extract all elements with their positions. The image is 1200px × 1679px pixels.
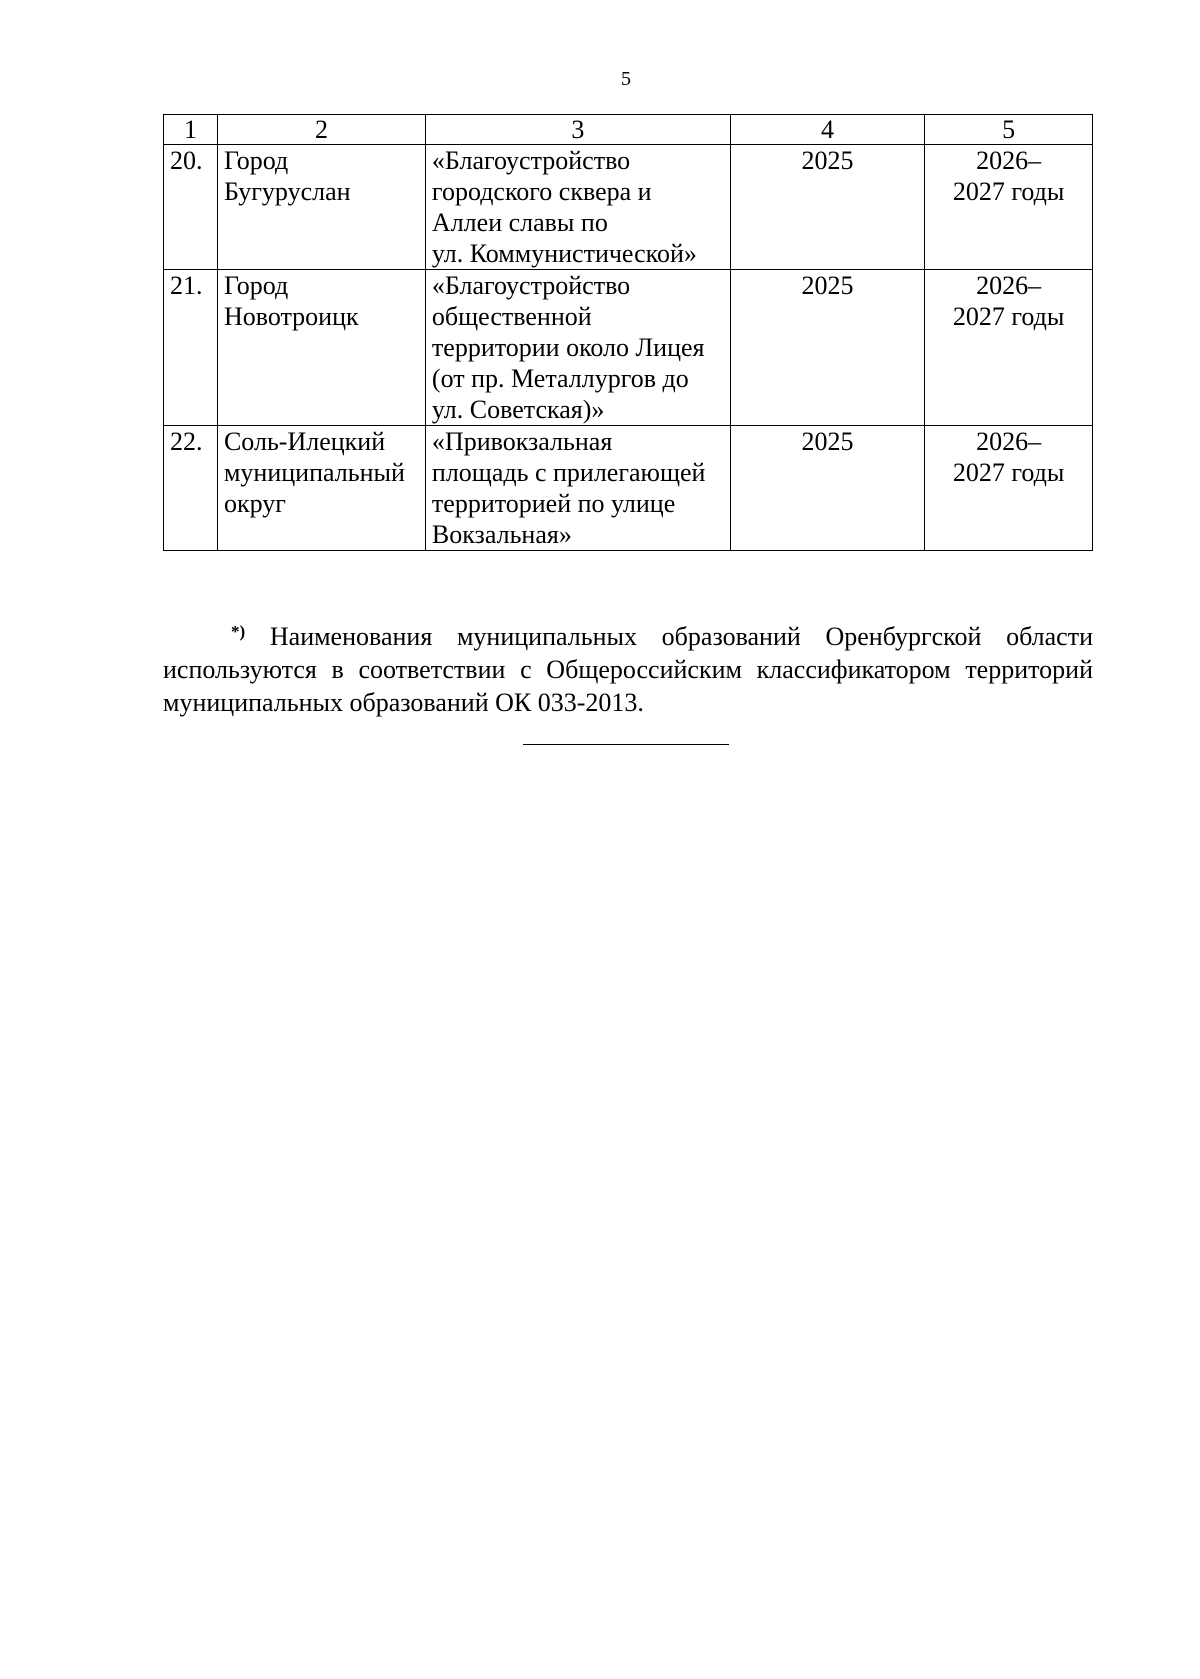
footnote-marker: *) [231, 622, 246, 641]
project-line: «Благоустройство [431, 146, 631, 175]
row-number: 21. [164, 270, 218, 426]
project-line: ул. Советская)» [431, 395, 605, 424]
period-line: 2026– [976, 146, 1042, 175]
period-cell [925, 145, 1093, 270]
period-line: 2026– [976, 427, 1042, 456]
footnote [163, 615, 1093, 719]
column-header: 2 [217, 115, 425, 145]
table-row [164, 426, 1093, 551]
projects-table [163, 114, 1093, 551]
project-cell [425, 145, 730, 270]
municipality-line: Бугуруслан [223, 177, 351, 206]
municipality-line: Новотроицк [223, 302, 359, 331]
municipality-cell [217, 426, 425, 551]
page-number: 5 [621, 68, 631, 90]
year-cell: 2025 [730, 145, 925, 270]
project-line: городского сквера и [431, 177, 652, 206]
row-number: 22. [164, 426, 218, 551]
column-header: 4 [730, 115, 925, 145]
municipality-cell [217, 270, 425, 426]
table-header-row [164, 115, 1093, 145]
project-line: площадь с прилегающей [431, 458, 706, 487]
project-line: территории около Лицея [431, 333, 705, 362]
year-cell: 2025 [730, 426, 925, 551]
municipality-line: Соль-Илецкий [223, 427, 386, 456]
project-line: «Благоустройство [431, 271, 631, 300]
municipality-line: Город [223, 146, 289, 175]
period-line: 2027 годы [952, 302, 1065, 331]
project-line: территорией по улице [431, 489, 676, 518]
municipality-cell [217, 145, 425, 270]
municipality-line: муниципальный [223, 458, 405, 487]
column-header: 1 [164, 115, 218, 145]
period-cell [925, 426, 1093, 551]
period-line: 2027 годы [952, 458, 1065, 487]
municipality-line: округ [223, 489, 286, 518]
project-line: (от пр. Металлургов до [431, 364, 689, 393]
project-line: ул. Коммунистической» [431, 239, 697, 268]
project-line: общественной [431, 302, 592, 331]
project-line: «Привокзальная [431, 427, 613, 456]
footnote-text: Наименования муниципальных образований Оренбургской области используются в соответствии с Общероссийским классификатором территорий муниципальных образований ОК 033-2013. [163, 622, 1093, 717]
column-header: 3 [425, 115, 730, 145]
closing-rule [523, 744, 729, 745]
period-line: 2026– [976, 271, 1042, 300]
project-line: Аллеи славы по [431, 208, 608, 237]
project-line: Вокзальная» [431, 520, 572, 549]
year-cell: 2025 [730, 270, 925, 426]
row-number: 20. [164, 145, 218, 270]
period-cell [925, 270, 1093, 426]
column-header: 5 [925, 115, 1093, 145]
period-line: 2027 годы [952, 177, 1065, 206]
municipality-line: Город [223, 271, 289, 300]
project-cell [425, 270, 730, 426]
table-row [164, 270, 1093, 426]
table-row [164, 145, 1093, 270]
project-cell [425, 426, 730, 551]
